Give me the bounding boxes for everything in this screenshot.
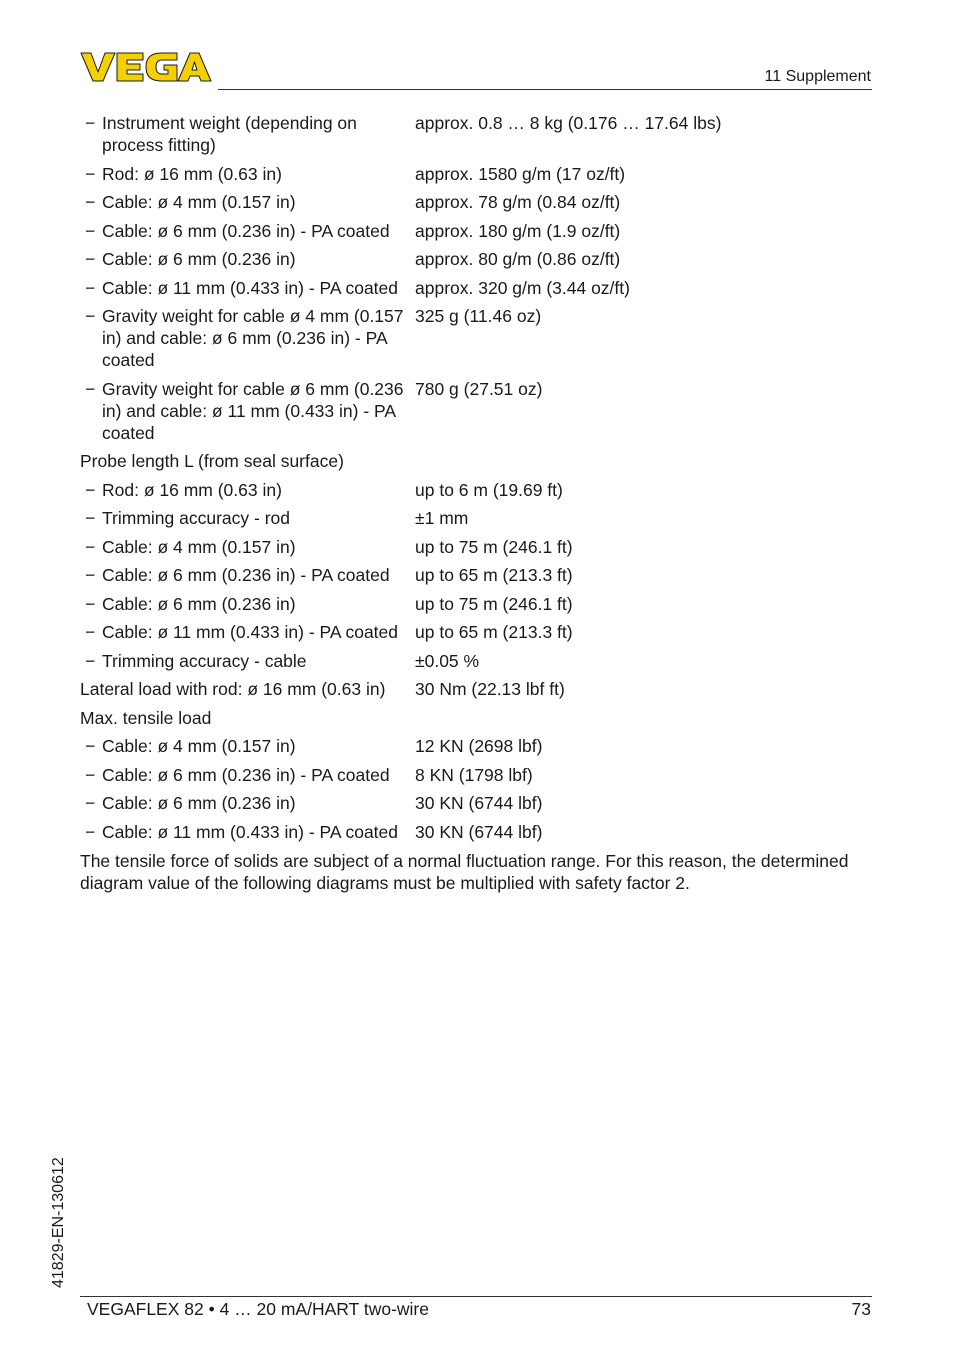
spec-label: − Cable: ø 6 mm (0.236 in) (80, 792, 415, 814)
spec-label: Max. tensile load (80, 707, 212, 728)
spec-subrow (80, 112, 872, 156)
spec-subrow (80, 163, 872, 185)
spec-subrow (80, 378, 872, 444)
spec-subrow (80, 621, 872, 643)
spec-value: approx. 0.8 … 8 kg (0.176 … 17.64 lbs) (415, 113, 722, 133)
spec-value: 325 g (11.46 oz) (415, 306, 542, 326)
spec-subrow (80, 191, 872, 213)
spec-value: approx. 180 g/m (1.9 oz/ft) (415, 220, 621, 241)
spec-value: up to 75 m (246.1 ft) (415, 593, 573, 614)
spec-subrow (80, 479, 872, 501)
spec-label: − Rod: ø 16 mm (0.63 in) (80, 163, 415, 185)
spec-label: Lateral load with rod: ø 16 mm (0.63 in) (80, 679, 386, 699)
spec-value (415, 707, 872, 729)
spec-subrow (80, 564, 872, 586)
spec-label: − Cable: ø 6 mm (0.236 in) - PA coated (80, 764, 415, 786)
section-label: 11 Supplement (764, 68, 871, 85)
spec-row (80, 450, 872, 472)
spec-label: − Gravity weight for cable ø 6 mm (0.236 in) and cable: ø 11 mm (0.433 in) - PA coated (80, 378, 415, 444)
spec-value: ±1 mm (415, 508, 469, 528)
spec-label: − Trimming accuracy - rod (80, 507, 415, 529)
spec-subrow (80, 821, 872, 843)
vega-logo (80, 50, 212, 84)
spec-subrow (80, 792, 872, 814)
spec-row (80, 707, 872, 729)
spec-value: ±0.05 % (415, 650, 480, 671)
spec-subrow (80, 248, 872, 270)
header-rule (218, 89, 872, 90)
document-id: 41829-EN-130612 (50, 1157, 67, 1288)
spec-label: − Cable: ø 11 mm (0.433 in) - PA coated (80, 821, 415, 843)
spec-value: approx. 320 g/m (3.44 oz/ft) (415, 277, 630, 298)
spec-label: Probe length L (from seal surface) (80, 451, 344, 471)
spec-value: 12 KN (2698 lbf) (415, 736, 543, 756)
spec-label: − Cable: ø 6 mm (0.236 in) (80, 248, 415, 270)
spec-subrow (80, 220, 872, 242)
spec-value: approx. 1580 g/m (17 oz/ft) (415, 163, 626, 184)
spec-label: − Instrument weight (depending on process fitting) (80, 112, 415, 156)
spec-subrow (80, 305, 872, 371)
spec-value (415, 450, 872, 472)
spec-table (80, 112, 872, 849)
spec-subrow (80, 277, 872, 299)
spec-value: up to 65 m (213.3 ft) (415, 565, 573, 585)
spec-value: 8 KN (1798 lbf) (415, 764, 533, 785)
spec-subrow (80, 764, 872, 786)
spec-subrow (80, 650, 872, 672)
spec-label: − Cable: ø 4 mm (0.157 in) (80, 191, 415, 213)
spec-label: − Cable: ø 6 mm (0.236 in) - PA coated (80, 220, 415, 242)
note-paragraph: The tensile force of solids are subject of a normal fluctuation range. For this reason, the determined diagram value of the following diagrams must be multiplied with safety factor 2. (80, 851, 849, 893)
spec-subrow (80, 735, 872, 757)
spec-subrow (80, 593, 872, 615)
spec-value: up to 65 m (213.3 ft) (415, 622, 573, 642)
spec-value: 780 g (27.51 oz) (415, 378, 543, 399)
page-number: 73 (851, 1299, 871, 1319)
spec-value: 30 KN (6744 lbf) (415, 793, 543, 813)
spec-label: − Cable: ø 4 mm (0.157 in) (80, 536, 415, 558)
footer-title: VEGAFLEX 82 • 4 … 20 mA/HART two-wire (87, 1299, 429, 1319)
spec-row (80, 678, 872, 700)
spec-subrow (80, 507, 872, 529)
spec-value: up to 75 m (246.1 ft) (415, 536, 573, 557)
spec-label: − Trimming accuracy - cable (80, 650, 415, 672)
spec-label: − Cable: ø 6 mm (0.236 in) (80, 593, 415, 615)
spec-value: approx. 78 g/m (0.84 oz/ft) (415, 192, 621, 212)
spec-value: 30 KN (6744 lbf) (415, 821, 543, 842)
spec-label: − Gravity weight for cable ø 4 mm (0.157 in) and cable: ø 6 mm (0.236 in) - PA coated (80, 305, 415, 371)
spec-subrow (80, 536, 872, 558)
spec-label: − Cable: ø 11 mm (0.433 in) - PA coated (80, 277, 415, 299)
spec-value: approx. 80 g/m (0.86 oz/ft) (415, 249, 621, 269)
spec-label: − Cable: ø 4 mm (0.157 in) (80, 735, 415, 757)
footer-rule (80, 1296, 872, 1297)
spec-value: up to 6 m (19.69 ft) (415, 479, 563, 500)
spec-label: − Rod: ø 16 mm (0.63 in) (80, 479, 415, 501)
spec-value: 30 Nm (22.13 lbf ft) (415, 679, 565, 699)
spec-label: − Cable: ø 6 mm (0.236 in) - PA coated (80, 564, 415, 586)
spec-label: − Cable: ø 11 mm (0.433 in) - PA coated (80, 621, 415, 643)
